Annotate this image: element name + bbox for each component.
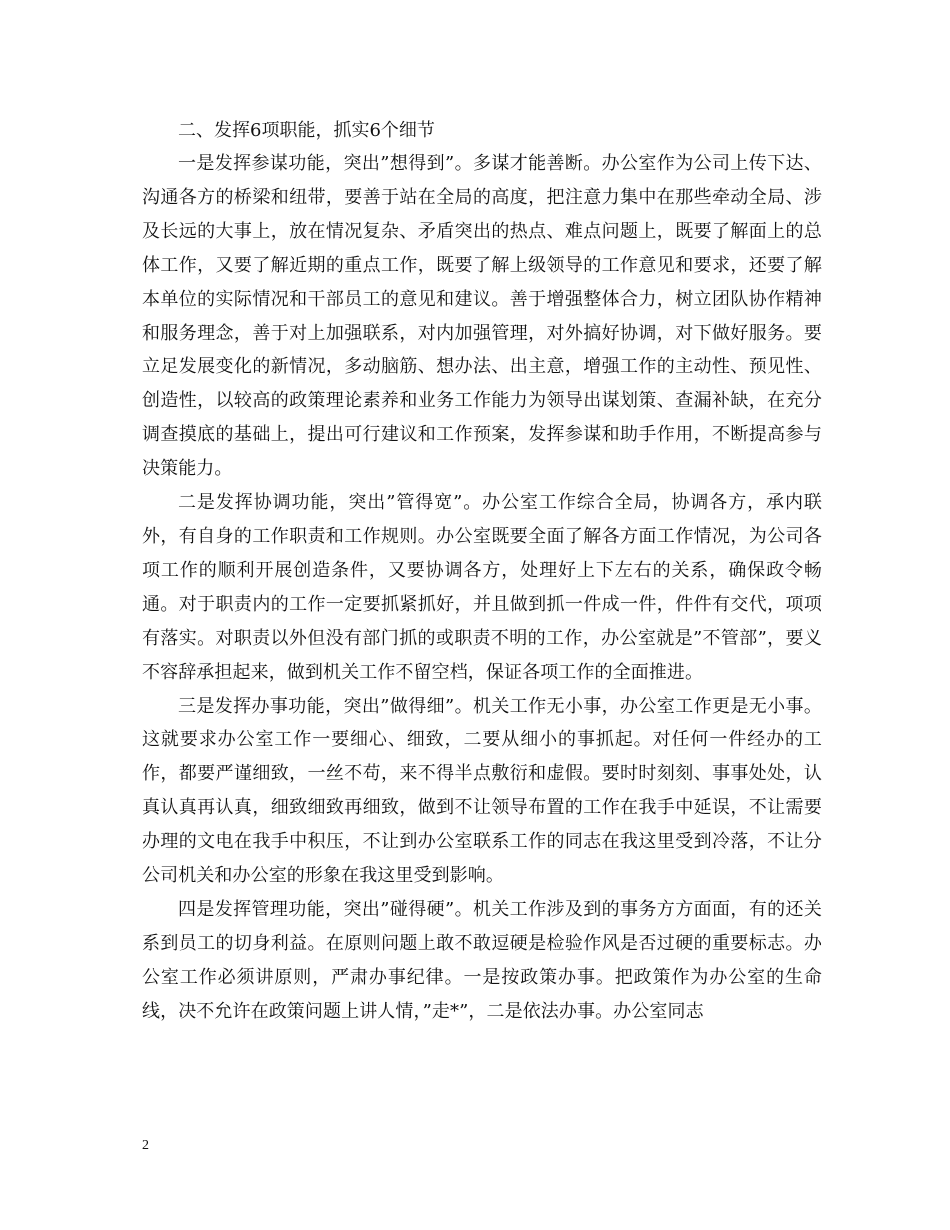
section-heading: 二、发挥6项职能，抓实6个细节 <box>178 120 435 141</box>
paragraph-advisory-function: 一是发挥参谋功能，突出”想得到”。多谋才能善断。办公室作为公司上传下达、沟通各方的桥梁和纽带，要善于站在全局的高度，把注意力集中在那些牵动全局、涉及长远的大事上，放在情况复杂、矛盾突出的热点、难点问题上，既要了解面上的总体工作，又要了解近期的重点工作，既要了解上级领导的工作意见和要求，还要了解本单位的实际情况和干部员工的意见和建议。善于增强整体合力，树立团队协作精神和服务理念，善于对上加强联系，对内加强管理，对外搞好协调，对下做好服务。要立足发展变化的新情况，多动脑筋、想办法、出主意，增强工作的主动性、预见性、创造性，以较高的政策理论素养和业务工作能力为领导出谋划策、查漏补缺，在充分调查摸底的基础上，提出可行建议和工作预案，发挥参谋和助手作用，不断提高参与决策能力。 <box>142 153 822 480</box>
paragraph-management-function: 四是发挥管理功能，突出”碰得硬”。机关工作涉及到的事务方方面面，有的还关系到员工的切身利益。在原则问题上敢不敢逗硬是检验作风是否过硬的重要标志。办公室工作必须讲原则，严肃办事纪律。一是按政策办事。把政策作为办公室的生命线，决不允许在政策问题上讲人情，”走*”，二是依法办事。办公室同志 <box>142 898 822 1022</box>
page-number: 2 <box>142 1138 149 1153</box>
document-body <box>142 114 822 1029</box>
paragraph-handling-function: 三是发挥办事功能，突出”做得细”。机关工作无小事，办公室工作更是无小事。这就要求办公室工作一要细心、细致，二要从细小的事抓起。对任何一件经办的工作，都要严谨细致，一丝不苟，来不得半点敷衍和虚假。要时时刻刻、事事处处，认真认真再认真，细致细致再细致，做到不让领导布置的工作在我手中延误，不让需要办理的文电在我手中积压，不让到办公室联系工作的同志在我这里受到冷落，不让分公司机关和办公室的形象在我这里受到影响。 <box>142 695 822 887</box>
paragraph-coordination-function: 二是发挥协调功能，突出”管得宽”。办公室工作综合全局，协调各方，承内联外，有自身的工作职责和工作规则。办公室既要全面了解各方面工作情况，为公司各项工作的顺利开展创造条件，又要协调各方，处理好上下左右的关系，确保政令畅通。对于职责内的工作一定要抓紧抓好，并且做到抓一件成一件，件件有交代，项项有落实。对职责以外但没有部门抓的或职责不明的工作，办公室就是”不管部”，要义不容辞承担起来，做到机关工作不留空档，保证各项工作的全面推进。 <box>142 492 822 683</box>
